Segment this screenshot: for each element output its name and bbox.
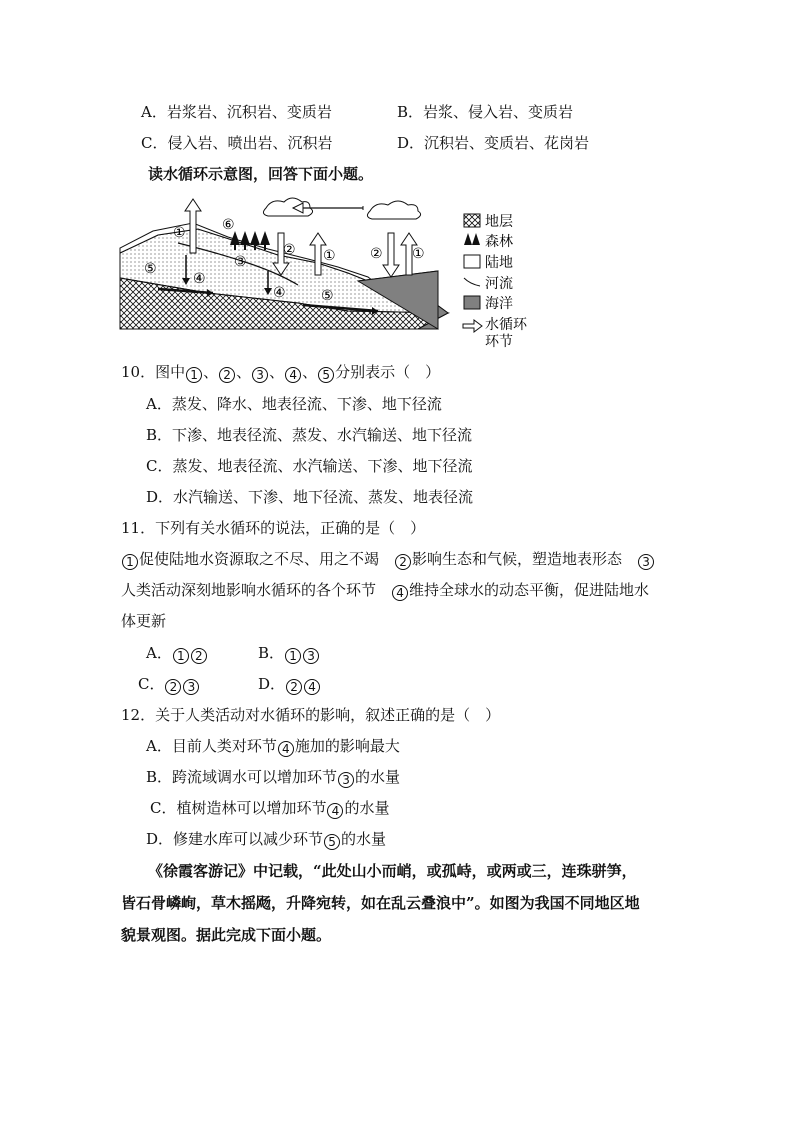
q11-option-c: C． 2 3 <box>138 674 200 695</box>
enclosed-number-1: 1 <box>122 554 138 570</box>
prev-option-d: D．沉积岩、变质岩、花岗岩 <box>397 134 590 152</box>
enclosed-number-3: 3 <box>303 648 319 664</box>
q11-option-b: B． 1 3 <box>258 643 320 664</box>
enclosed-number-3: 3 <box>183 679 199 695</box>
legend-forest-icon <box>464 233 480 245</box>
enclosed-number-2: 2 <box>395 554 411 570</box>
legend-cycle-1: 水循环 <box>485 317 527 333</box>
label-5a: ⑤ <box>144 261 157 277</box>
label-5b: ⑤ <box>321 288 334 304</box>
enclosed-number-4: 4 <box>278 741 294 757</box>
enclosed-number-1: 1 <box>173 648 189 664</box>
enclosed-number-5: 5 <box>318 367 334 383</box>
q11-statement-line1: 1 促使陆地水资源取之不尽、用之不竭 2 影响生态和气候，塑造地表形态 3 <box>121 549 655 570</box>
legend-stratum: 地层 <box>485 214 513 230</box>
q12-option-c: C．植树造林可以增加环节 4 的水量 <box>150 799 390 818</box>
intro-xu-line2: 皆石骨嶙峋，草木摇飏，升降宛转，如在乱云叠浪中”。如图为我国不同地区地 <box>121 894 640 912</box>
arrow-precip-sea <box>383 233 399 277</box>
enclosed-number-2: 2 <box>286 679 302 695</box>
label-2a: ② <box>283 242 296 258</box>
enclosed-number-2: 2 <box>165 679 181 695</box>
legend-river-icon <box>464 278 480 286</box>
q11-option-a: A． 1 2 <box>146 643 208 664</box>
q12-option-d: D．修建水库可以减少环节 5 的水量 <box>146 830 387 849</box>
enclosed-number-4: 4 <box>327 803 343 819</box>
enclosed-number-5: 5 <box>324 834 340 850</box>
q10-option-c: C．蒸发、地表径流、水汽输送、下渗、地下径流 <box>146 457 473 475</box>
enclosed-number-3: 3 <box>338 772 354 788</box>
label-4a: ④ <box>193 271 206 287</box>
label-1b: ① <box>323 248 336 264</box>
q10-option-b: B．下渗、地表径流、蒸发、水汽输送、地下径流 <box>146 426 473 444</box>
prev-option-b: B．岩浆、侵入岩、变质岩 <box>397 103 574 121</box>
q11-stem: 11．下列有关水循环的说法，正确的是（ ） <box>121 519 426 537</box>
enclosed-number-1: 1 <box>285 648 301 664</box>
label-4b: ④ <box>273 285 286 301</box>
q10-option-d: D．水汽输送、下渗、地下径流、蒸发、地表径流 <box>146 488 474 506</box>
enclosed-number-4: 4 <box>392 585 408 601</box>
enclosed-number-4: 4 <box>285 367 301 383</box>
enclosed-number-1: 1 <box>186 367 202 383</box>
enclosed-number-4: 4 <box>304 679 320 695</box>
label-1a: ① <box>173 225 186 241</box>
legend-forest: 森林 <box>485 234 513 250</box>
legend-river: 河流 <box>485 276 513 292</box>
label-6: ⑥ <box>222 217 235 233</box>
enclosed-number-3: 3 <box>638 554 654 570</box>
prev-option-a: A．岩浆岩、沉积岩、变质岩 <box>141 103 332 121</box>
q12-stem: 12．关于人类活动对水循环的影响，叙述正确的是（ ） <box>121 706 501 724</box>
q10-stem: 10．图中 1 、 2 、 3 、 4 、 5 分别表示（ ） <box>121 363 441 382</box>
enclosed-number-2: 2 <box>219 367 235 383</box>
label-2b: ② <box>370 246 383 262</box>
legend-ocean: 海洋 <box>485 296 513 312</box>
legend-arrow-icon <box>463 320 482 332</box>
intro-xu-line3: 貌景观图。据此完成下面小题。 <box>121 926 332 944</box>
enclosed-number-2: 2 <box>191 648 207 664</box>
label-1c: ① <box>412 246 425 262</box>
legend-land: 陆地 <box>485 255 513 271</box>
q11-statement-line2: 人类活动深刻地影响水循环的各个环节 4 维持全球水的动态平衡，促进陆地水 <box>121 581 650 600</box>
label-3: ③ <box>234 254 247 270</box>
q10-option-a: A．蒸发、降水、地表径流、下渗、地下径流 <box>146 395 442 413</box>
enclosed-number-3: 3 <box>252 367 268 383</box>
q11-option-d: D． 2 4 <box>258 674 321 695</box>
q12-option-b: B．跨流域调水可以增加环节 3 的水量 <box>146 768 401 787</box>
legend-cycle-2: 环节 <box>485 334 513 350</box>
water-cycle-diagram <box>118 193 538 353</box>
prev-option-c: C．侵入岩、喷出岩、沉积岩 <box>141 134 333 152</box>
intro-xu-line1: 《徐霞客游记》中记载，“此处山小而峭，或孤峙，或两或三，连珠骈笋， <box>148 862 637 880</box>
intro-water-cycle: 读水循环示意图，回答下面小题。 <box>148 165 374 183</box>
q11-statement-line3: 体更新 <box>121 612 167 630</box>
q12-option-a: A．目前人类对环节 4 施加的影响最大 <box>146 737 400 756</box>
